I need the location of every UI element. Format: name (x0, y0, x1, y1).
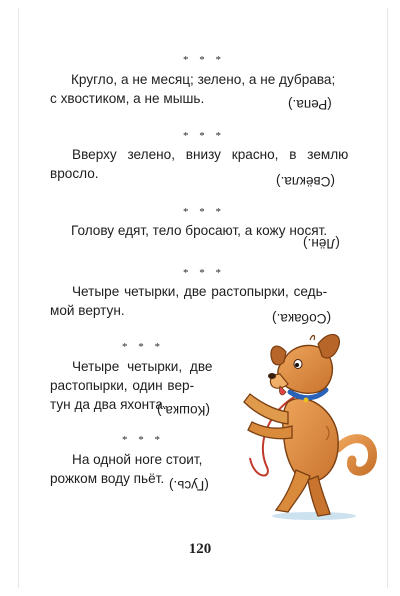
riddle-line: с хвостиком, а не мышь. (50, 91, 205, 106)
riddle-answer: (Лён.) (303, 236, 340, 251)
dog-collar-tag (304, 398, 309, 403)
separator-stars: * * * (183, 206, 225, 218)
riddle-answer: (Свёкла.) (276, 174, 336, 189)
separator-stars: * * * (183, 267, 225, 279)
riddle-answer: (Репа.) (288, 97, 332, 112)
dog-fur-tuft (310, 336, 315, 341)
dog-hind-leg (276, 470, 310, 512)
riddle-line: мой вертун. (50, 303, 125, 318)
riddle-answer: (Гусь.) (169, 478, 209, 493)
riddle-line: растопырки, один вер- (50, 378, 195, 393)
dog-ear (271, 346, 286, 365)
separator-stars: * * * (183, 130, 225, 142)
riddle-line: Кругло, а не месяц; зелено, а не дубрава; (71, 72, 336, 87)
dog-front-leg (244, 394, 288, 424)
dog-shadow (272, 512, 356, 520)
dog-pupil (295, 363, 299, 367)
riddle-answer: (Собака.) (272, 311, 332, 326)
separator-stars: * * * (183, 54, 225, 66)
riddle-line: На одной ноге стоит, (72, 452, 203, 467)
riddle-line: Четыре четырки, две (72, 359, 213, 374)
riddle-line: вросло. (50, 166, 99, 181)
riddle-line: Вверху зелено, внизу красно, в землю (72, 147, 349, 162)
dog-body (283, 398, 338, 482)
separator-stars: * * * (122, 434, 164, 446)
riddle-line: Четыре четырки, две растопырки, седь- (72, 284, 328, 299)
riddle-line: Голову едят, тело бросают, а кожу носят. (71, 223, 328, 238)
dog-hind-leg (308, 476, 330, 516)
riddle-line: рожком воду пьёт. (50, 471, 165, 486)
page-number: 120 (188, 541, 212, 557)
dog-nose (268, 373, 276, 379)
dog-ear (318, 334, 339, 357)
dog-illustration (226, 330, 388, 530)
dog-tail (338, 439, 373, 472)
riddle-answer: (Кошка.) (157, 403, 211, 418)
separator-stars: * * * (122, 341, 164, 353)
riddle-line: тун да два яхонта. (50, 397, 167, 412)
